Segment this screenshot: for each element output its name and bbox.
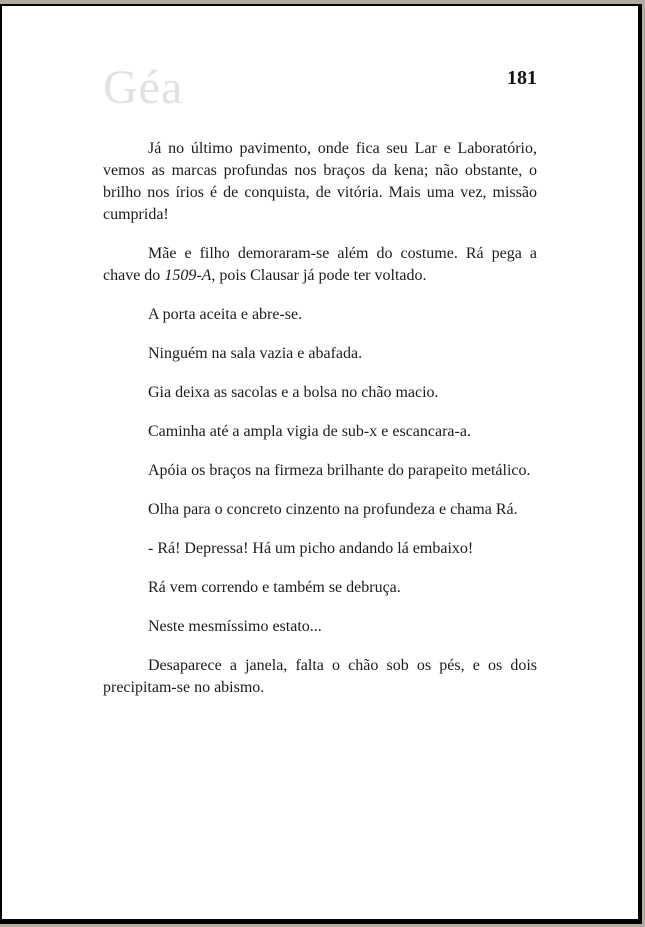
- page-number: 181: [507, 67, 537, 89]
- body-text: [103, 138, 537, 699]
- paragraph-2-after: , pois Clausar já pode ter voltado.: [211, 267, 427, 284]
- paragraph-1: Já no último pavimento, onde fica seu Lar e Laboratório, vemos as marcas profundas nos braços da kena; não obstante, o brilho nos írios é de conquista, de vitória. Mais uma vez, missão cumprida!: [103, 140, 537, 223]
- paragraph-2: [103, 243, 537, 287]
- paragraph-8: Olha para o concreto cinzento na profundeza e chama Rá.: [148, 501, 518, 518]
- paragraph-10: Rá vem correndo e também se debruça.: [148, 579, 401, 596]
- paragraph-6: Caminha até a ampla vigia de sub-x e escancara-a.: [148, 423, 471, 440]
- book-title-watermark: Géa: [103, 61, 184, 114]
- paragraph-11: Neste mesmíssimo estato...: [148, 618, 322, 635]
- page-content: [2, 6, 537, 699]
- document-page: [0, 4, 642, 924]
- paragraph-2-before: Mãe e filho demoraram-se além do costume. Rá pega a chave do: [103, 245, 537, 284]
- apartment-code-italic: 1509-A: [164, 267, 212, 284]
- paragraph-7: Apóia os braços na firmeza brilhante do parapeito metálico.: [148, 462, 531, 479]
- paragraph-12: Desaparece a janela, falta o chão sob os pés, e os dois precipitam-se no abismo.: [103, 657, 537, 696]
- paragraph-9: - Rá! Depressa! Há um picho andando lá embaixo!: [148, 540, 474, 557]
- paragraph-4: Ninguém na sala vazia e abafada.: [148, 345, 363, 362]
- paragraph-5: Gia deixa as sacolas e a bolsa no chão macio.: [148, 384, 439, 401]
- paragraph-3: A porta aceita e abre-se.: [148, 306, 303, 323]
- page-header: [103, 61, 537, 114]
